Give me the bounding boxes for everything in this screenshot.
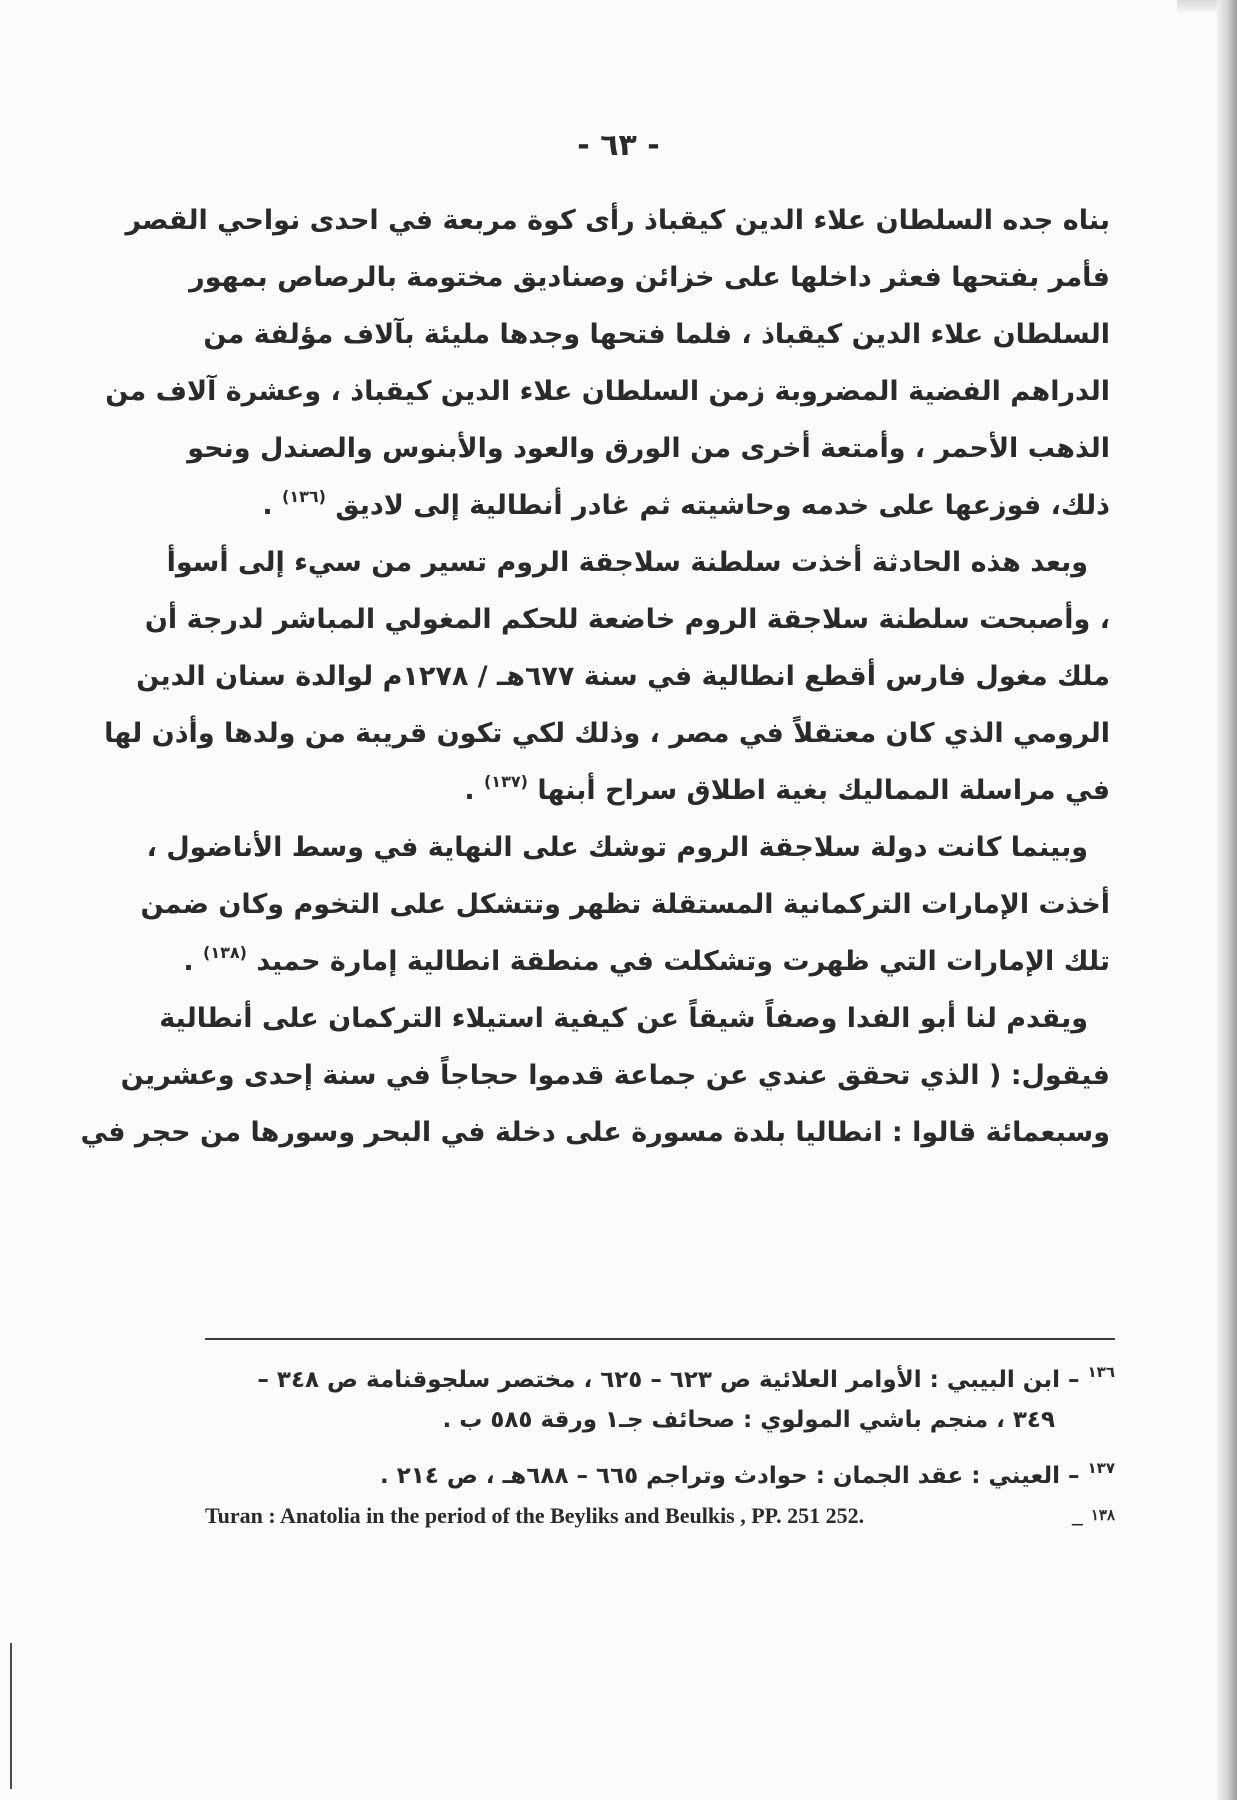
text-line: فأمر بفتحها فعثر داخلها على خزائن وصناديق مختومة بالرصاص بمهور [189,262,1110,293]
footnote-137 [205,1444,1115,1492]
line-end: . [464,775,484,806]
text-line: وسبعمائة قالوا : انطاليا بلدة مسورة على دخلة في البحر وسورها من حجر في [80,1117,1110,1148]
text-line: ويقدم لنا أبو الفدا وصفاً شيقاً عن كيفية استيلاء التركمان على أنطالية [159,1003,1088,1034]
body-text [80,192,1110,1161]
footnote-text: Turan : Anatolia in the period of the Beyliks and Beulkis , PP. 251 252. [205,1503,865,1528]
footnote-138 [205,1492,1115,1540]
line-end: . [183,946,204,977]
footnote-number: ١٣٧ [1087,1459,1115,1477]
text-line: الرومي الذي كان معتقلاً في مصر ، وذلك لكي تكون قريبة من ولدها وأذن لها [104,718,1110,749]
footnote-ref-136[interactable]: (١٣٦) [282,487,326,506]
footnote-number: ١٣٨ [1090,1508,1115,1524]
text-line: الدراهم الفضية المضروبة زمن السلطان علاء الدين كيقباذ ، وعشرة آلاف من [105,376,1110,407]
footnote-dash: – [1071,1510,1083,1535]
text-line-content: في مراسلة المماليك بغية اطلاق سراح أبنها [537,775,1110,806]
footnote-136 [205,1348,1115,1396]
text-line-content: تلك الإمارات التي ظهرت وتشكلت في منطقة انطالية إمارة حميد [256,946,1110,977]
text-line: بناه جده السلطان علاء الدين كيقباذ رأى كوة مربعة في احدى نواحي القصر [125,205,1110,236]
text-line: أخذت الإمارات التركمانية المستقلة تظهر وتتشكل على التخوم وكان ضمن [140,889,1110,920]
text-line: ملك مغول فارس أقطع انطالية في سنة ٦٧٧هـ / ١٢٧٨م لوالدة سنان الدين [136,661,1110,692]
text-line [205,762,1110,819]
scan-margin-mark [10,1643,12,1789]
footnote-number: ١٣٦ [1087,1363,1115,1381]
text-line: ، وأصبحت سلطنة سلاجقة الروم خاضعة للحكم المغولي المباشر لدرجة أن [144,604,1110,635]
footnote-text: – العيني : عقد الجمان : حوادث وتراجم ٦٦٥ – ٦٨٨هـ ، ص ٢١٤ . [380,1463,1080,1489]
footnote-number-block [1072,1492,1115,1547]
footnotes [205,1348,1115,1547]
footnote-ref-138[interactable]: (١٣٨) [203,943,247,962]
text-line-content: ذلك، فوزعها على خدمه وحاشيته ثم غادر أنطالية إلى لاديق [335,490,1110,521]
footnote-136-continued: ٣٤٩ ، منجم باشي المولوي : صحائف جـ١ ورقة ٥٨٥ ب . [442,1407,1055,1433]
text-line [205,477,1110,534]
text-line [183,933,1110,990]
footnote-separator [205,1338,1115,1340]
text-line: الذهب الأحمر ، وأمتعة أخرى من الورق والعود والأبنوس والصندل ونحو [187,433,1110,464]
text-line: السلطان علاء الدين كيقباذ ، فلما فتحها وجدها مليئة بآلاف مؤلفة من [203,319,1110,350]
line-end: . [262,490,283,521]
text-line: وبينما كانت دولة سلاجقة الروم توشك على النهاية في وسط الأناضول ، [146,832,1088,863]
text-line: فيقول: ( الذي تحقق عندي عن جماعة قدموا حجاجاً في سنة إحدى وعشرين [120,1060,1110,1091]
text-line: وبعد هذه الحادثة أخذت سلطنة سلاجقة الروم تسير من سيء إلى أسوأ [166,547,1088,578]
page-edge-shadow [1217,0,1237,1800]
page-number: - ٦٣ - [577,128,660,163]
footnote-ref-137[interactable]: (١٣٧) [483,772,528,791]
footnote-text: – ابن البيبي : الأوامر العلائية ص ٦٢٣ – ٦٢٥ ، مختصر سلجوقنامة ص ٣٤٨ – [257,1367,1080,1393]
